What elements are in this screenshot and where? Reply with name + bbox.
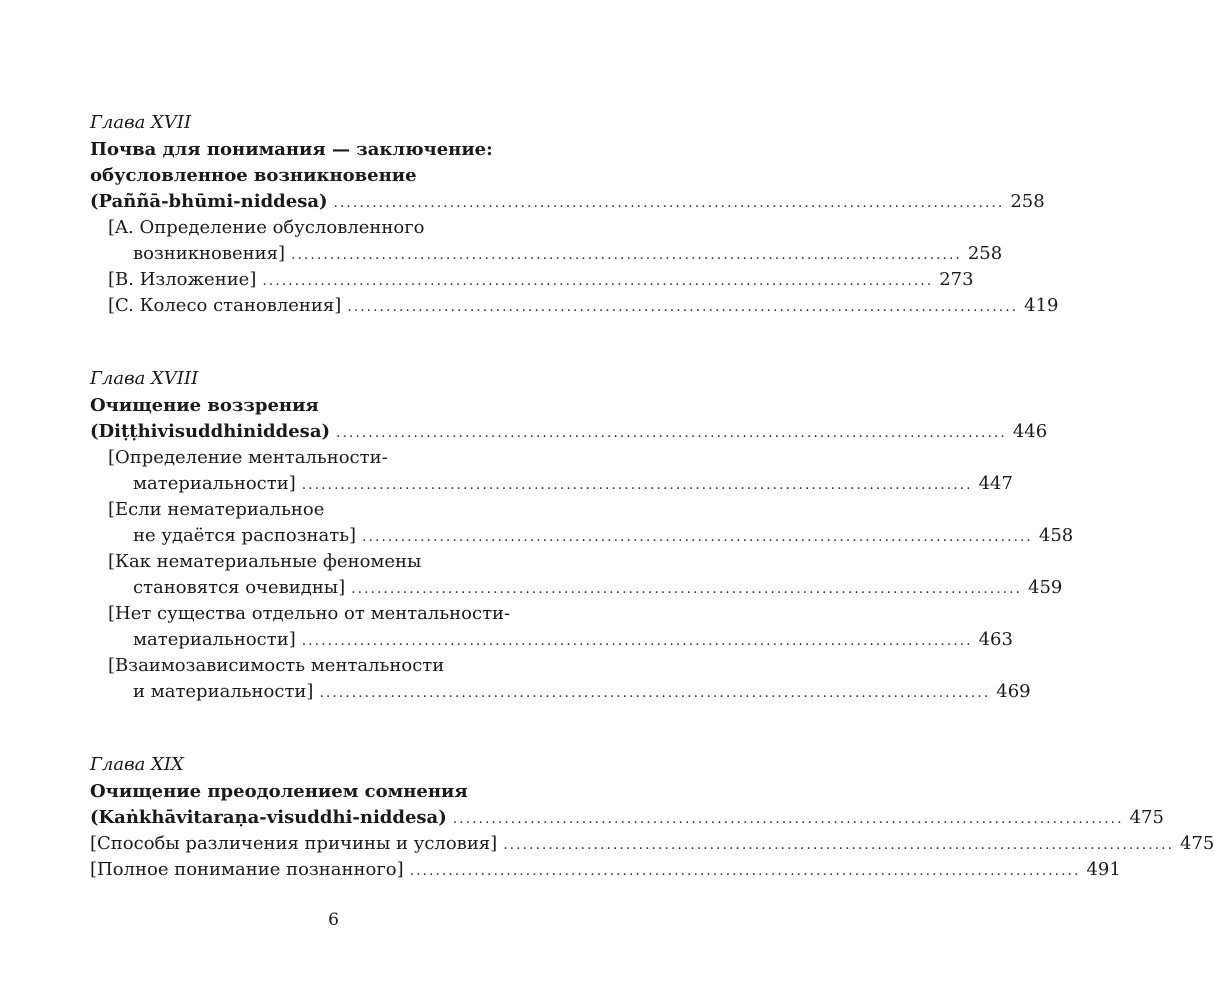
chapter-title-line: Очищение преодолением сомнения [90, 781, 468, 802]
toc-subentry-text: [C. Колесо становления] [108, 295, 342, 316]
dot-leader: ........................................................................................................ [351, 581, 1022, 597]
toc-subentry[interactable] [90, 523, 1074, 549]
toc-subentry[interactable] [90, 857, 1121, 883]
chapter-label: Глава XVIII [90, 368, 199, 389]
chapter-title-pali: (Kaṅkhāvitaraṇa-visuddhi-niddesa) [90, 807, 447, 828]
dot-leader: ........................................................................................................ [319, 685, 991, 701]
toc-subentry[interactable] [90, 471, 1013, 497]
dot-leader: ........................................................................................................ [333, 195, 1005, 211]
dot-leader: ........................................................................................................ [291, 247, 962, 263]
toc-subentry-text: становятся очевидны] [133, 577, 346, 598]
dot-leader: ........................................................................................................ [452, 811, 1124, 827]
page-folio-number: 6 [328, 910, 339, 930]
toc-entry[interactable] [90, 189, 1045, 215]
toc-subentry[interactable] [90, 679, 1031, 705]
dot-leader: ........................................................................................................ [262, 273, 934, 289]
toc-entry[interactable] [90, 805, 1164, 831]
toc-subentry-line: [Нет существа отдельно от ментальности- [108, 603, 511, 624]
chapter-17 [90, 110, 1059, 319]
toc-subentry-text: и материальности] [133, 681, 314, 702]
toc-subentry-text: материальности] [133, 473, 296, 494]
toc-subentry-text: не удаётся распознать] [133, 525, 357, 546]
dot-leader: ........................................................................................................ [347, 299, 1019, 315]
toc-subentry[interactable] [90, 575, 1063, 601]
toc-subentry-line: [Определение ментальности- [108, 447, 388, 468]
table-of-contents [90, 110, 1214, 930]
page-number: 273 [939, 269, 974, 290]
page-number: 258 [1010, 191, 1045, 212]
toc-subentry[interactable] [90, 831, 1214, 857]
toc-subentry[interactable] [90, 627, 1013, 653]
toc-subentry-text: материальности] [133, 629, 296, 650]
page-number: 463 [978, 629, 1013, 650]
toc-subentry-line: [Взаимозависимость ментальности [108, 655, 445, 676]
page-number: 258 [967, 243, 1003, 264]
dot-leader: ........................................................................................................ [336, 425, 1007, 441]
toc-subentry-line: [Если нематериальное [108, 499, 325, 520]
page-number: 446 [1012, 421, 1048, 442]
toc-entry[interactable] [90, 419, 1048, 445]
chapter-label: Глава XIX [90, 754, 184, 775]
toc-subentry-line: [A. Определение обусловленного [108, 217, 425, 238]
chapter-title-pali: (Diṭṭhivisuddhiniddesa) [90, 421, 330, 442]
chapter-19 [90, 752, 1214, 883]
chapter-label: Глава XVII [90, 112, 192, 133]
dot-leader: ........................................................................................................ [503, 837, 1175, 853]
page-number: 459 [1028, 577, 1063, 598]
chapter-title-line: Почва для понимания — заключение: [90, 139, 493, 160]
dot-leader: ........................................................................................................ [301, 633, 973, 649]
toc-subentry-text: возникновения] [133, 243, 286, 264]
toc-subentry-text: [Полное понимание познанного] [90, 859, 404, 880]
page-number: 447 [978, 473, 1013, 494]
toc-subentry[interactable] [90, 241, 1003, 267]
dot-leader: ........................................................................................................ [301, 477, 973, 493]
chapter-title-line: Очищение воззрения [90, 395, 319, 416]
page-number: 419 [1024, 295, 1059, 316]
toc-subentry-line: [Как нематериальные феномены [108, 551, 422, 572]
page-number: 475 [1129, 807, 1164, 828]
toc-subentry-text: [B. Изложение] [108, 269, 257, 290]
toc-subentry-text: [Способы различения причины и условия] [90, 833, 498, 854]
page-number: 475 [1180, 833, 1214, 854]
toc-subentry[interactable] [90, 293, 1059, 319]
chapter-18 [90, 366, 1074, 705]
toc-subentry[interactable] [90, 267, 974, 293]
dot-leader: ........................................................................................................ [362, 529, 1033, 545]
dot-leader: ........................................................................................................ [409, 863, 1081, 879]
chapter-title-pali: (Paññā-bhūmi-niddesa) [90, 191, 328, 212]
page-number: 491 [1086, 859, 1121, 880]
page-number: 469 [996, 681, 1031, 702]
page-number: 458 [1038, 525, 1074, 546]
chapter-title-line: обусловленное возникновение [90, 165, 417, 186]
